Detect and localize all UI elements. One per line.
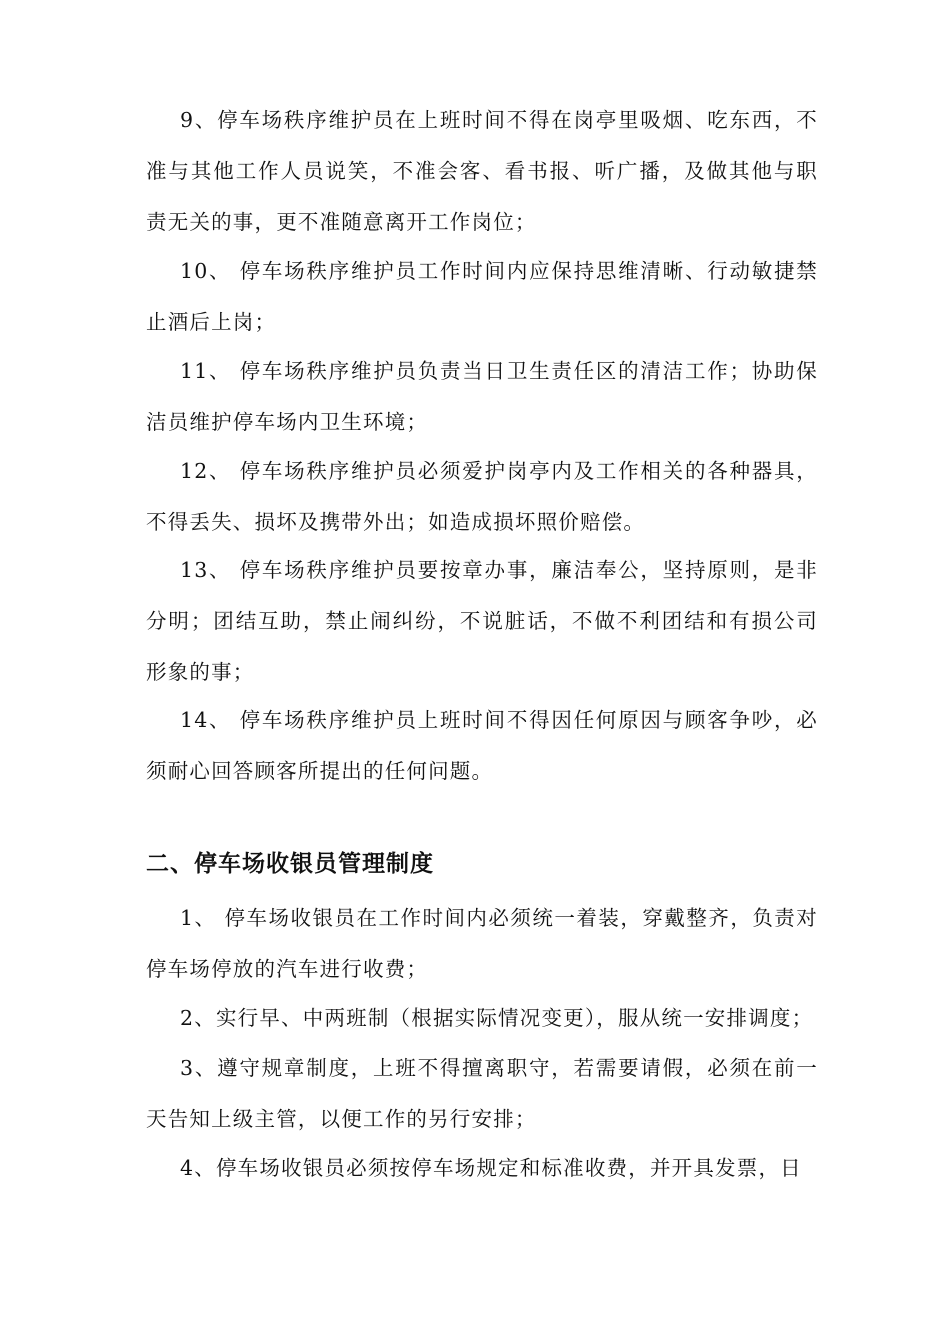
item-13: 13、 停车场秩序维护员要按章办事，廉洁奉公，坚持原则，是非分明；团结互助，禁止闹纠纷，不说脏话，不做不利团结和有损公司形象的事； <box>146 558 818 684</box>
item-10: 10、 停车场秩序维护员工作时间内应保持思维清晰、行动敏捷禁止酒后上岗； <box>146 259 818 334</box>
cashier-item-4: 4、停车场收银员必须按停车场规定和标准收费，并开具发票，日 <box>180 1156 802 1180</box>
cashier-item-3: 3、遵守规章制度，上班不得擅离职守，若需要请假，必须在前一天告知上级主管，以便工作的另行安排； <box>146 1056 818 1131</box>
item-11: 11、 停车场秩序维护员负责当日卫生责任区的清洁工作；协助保洁员维护停车场内卫生环境； <box>146 359 818 434</box>
item-9: 9、停车场秩序维护员在上班时间不得在岗亭里吸烟、吃东西，不准与其他工作人员说笑，不准会客、看书报、听广播，及做其他与职责无关的事，更不准随意离开工作岗位； <box>146 108 818 234</box>
item-14: 14、 停车场秩序维护员上班时间不得因任何原因与顾客争吵，必须耐心回答顾客所提出的任何问题。 <box>146 708 818 783</box>
cashier-item-1: 1、 停车场收银员在工作时间内必须统一着装，穿戴整齐，负责对停车场停放的汽车进行收费； <box>146 906 818 981</box>
item-12: 12、 停车场秩序维护员必须爱护岗亭内及工作相关的各种器具，不得丢失、损坏及携带外出；如造成损坏照价赔偿。 <box>146 459 818 534</box>
section-heading: 二、停车场收银员管理制度 <box>146 851 434 877</box>
cashier-item-2: 2、实行早、中两班制（根据实际情况变更），服从统一安排调度； <box>180 1006 814 1030</box>
